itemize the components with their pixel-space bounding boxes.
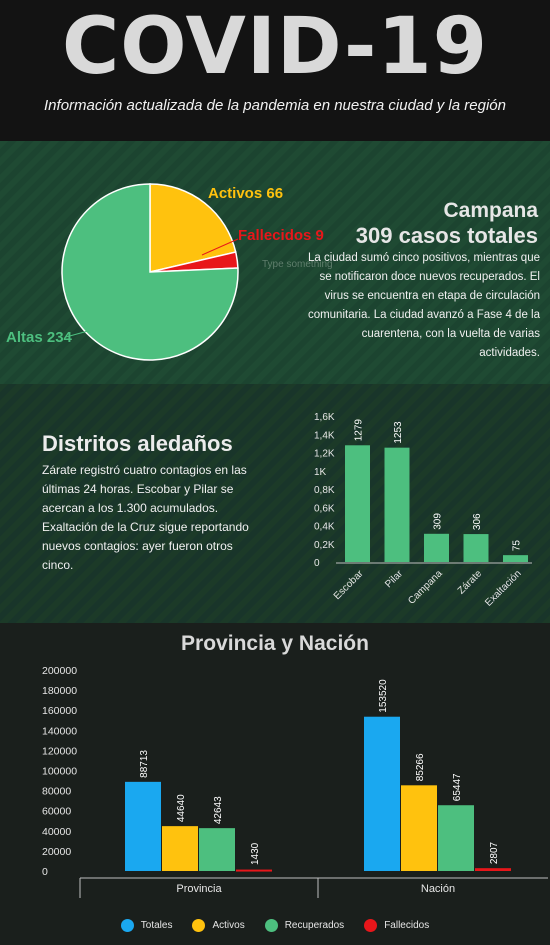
provincia-bar-nación-activos xyxy=(401,785,437,871)
distritos-value-label: 309 xyxy=(432,513,444,530)
placeholder-text: Type something xyxy=(262,259,333,270)
provincia-value-label: 88713 xyxy=(139,750,150,778)
provincia-ytick: 200000 xyxy=(42,665,78,677)
provincia-bar-chart xyxy=(0,623,550,945)
distritos-description: Zárate registró cuatro contagios en las últimas 24 horas. Escobar y Pilar se acercan a los 1.300 acumulados. Exaltación de la Cruz sigue reportando nuevos contagios: ayer fueron otros cinco. xyxy=(42,463,249,572)
provincia-value-label: 44640 xyxy=(176,794,187,823)
distritos-bar-pilar xyxy=(385,448,410,562)
provincia-ytick: 40000 xyxy=(42,825,72,838)
provincia-ytick: 80000 xyxy=(42,785,72,798)
provincia-ytick: 0 xyxy=(42,866,48,878)
pie-label-fallecidos: Fallecidos 9 xyxy=(238,227,324,244)
legend-label-activos: Activos xyxy=(212,920,245,931)
distritos-ytick: 0,6K xyxy=(314,503,335,515)
distritos-ytick: 1K xyxy=(314,466,327,478)
provincia-bar-provincia-recuperados xyxy=(199,828,235,871)
legend-item-fallecidos xyxy=(364,919,429,932)
provincia-title: Provincia y Nación xyxy=(181,632,369,655)
legend-dot-activos xyxy=(192,919,205,932)
provincia-bar-provincia-totales xyxy=(125,782,161,871)
distritos-value-label: 1253 xyxy=(393,421,404,444)
legend-label-fallecidos: Fallecidos xyxy=(384,920,430,931)
provincia-bar-nación-recuperados xyxy=(438,805,474,871)
chart-legend xyxy=(0,919,550,932)
header xyxy=(0,0,550,141)
provincia-ytick: 20000 xyxy=(42,845,72,858)
provincia-ytick: 120000 xyxy=(42,745,78,758)
distritos-bar-exaltación xyxy=(503,555,528,562)
distritos-ytick: 0,8K xyxy=(314,485,335,496)
legend-item-recuperados xyxy=(265,919,344,932)
provincia-ytick: 60000 xyxy=(42,805,72,818)
distritos-category-label: Campana xyxy=(406,568,445,607)
distritos-ytick: 0 xyxy=(314,558,320,569)
campana-section xyxy=(0,141,550,384)
provincia-ytick: 160000 xyxy=(42,705,78,718)
distritos-category-label: Exaltación xyxy=(483,568,524,609)
provincia-category-label: Provincia xyxy=(176,883,222,895)
legend-label-recuperados: Recuperados xyxy=(284,920,345,931)
distritos-ytick: 1,2K xyxy=(314,448,335,460)
provincia-value-label: 42643 xyxy=(213,796,224,825)
distritos-bar-chart xyxy=(0,384,550,623)
distritos-bar-campana xyxy=(424,534,449,562)
distritos-category-label: Escobar xyxy=(331,568,366,603)
provincia-value-label: 85266 xyxy=(415,753,426,782)
distritos-value-label: 75 xyxy=(511,540,523,552)
page-title: COVID-19 xyxy=(62,2,488,92)
provincia-section xyxy=(0,623,550,945)
distritos-ytick: 0,2K xyxy=(314,539,335,551)
provincia-value-label: 2807 xyxy=(489,841,500,865)
legend-item-totales xyxy=(121,919,173,932)
distritos-ytick: 1,4K xyxy=(314,430,335,442)
legend-dot-fallecidos xyxy=(364,919,377,932)
campana-total: 309 casos totales xyxy=(355,223,538,248)
distritos-category-label: Zárate xyxy=(455,568,485,597)
provincia-bar-nación-fallecidos xyxy=(475,868,511,871)
provincia-value-label: 65447 xyxy=(452,773,463,802)
distritos-category-label: Pilar xyxy=(383,568,406,591)
provincia-ytick: 180000 xyxy=(42,685,78,698)
provincia-bar-provincia-fallecidos xyxy=(236,870,272,872)
provincia-bar-nación-totales xyxy=(364,717,400,871)
distritos-ytick: 0,4K xyxy=(314,521,335,533)
legend-label-totales: Totales xyxy=(140,920,173,931)
page-subtitle: Información actualizada de la pandemia en nuestra ciudad y la región xyxy=(44,97,506,114)
provincia-ytick: 100000 xyxy=(42,765,78,778)
provincia-bar-provincia-activos xyxy=(162,826,198,871)
distritos-value-label: 1279 xyxy=(353,419,365,442)
campana-title: Campana xyxy=(443,199,538,222)
distritos-bar-zárate xyxy=(464,534,489,562)
distritos-section xyxy=(0,384,550,623)
provincia-value-label: 1430 xyxy=(250,842,261,865)
campana-description: La ciudad sumó cinco positivos, mientras que se notificaron doce nuevos recuperados. El virus se encuentra en etapa de circulación comunitaria. La ciudad avanzó a Fase 4 de la cuarentena, con la vuelta de varias actividades. xyxy=(307,252,540,359)
legend-dot-totales xyxy=(121,919,134,932)
distritos-bar-escobar xyxy=(345,445,370,562)
legend-item-activos xyxy=(192,919,244,932)
pie-label-altas: Altas 234 xyxy=(6,329,72,346)
distritos-value-label: 306 xyxy=(472,513,483,531)
distritos-title: Distritos aledaños xyxy=(42,431,233,456)
provincia-ytick: 140000 xyxy=(42,725,78,738)
provincia-value-label: 153520 xyxy=(378,679,389,713)
distritos-ytick: 1,6K xyxy=(314,412,335,423)
pie-label-activos: Activos 66 xyxy=(208,185,284,202)
legend-dot-recuperados xyxy=(265,919,278,932)
provincia-category-label: Nación xyxy=(420,883,456,895)
